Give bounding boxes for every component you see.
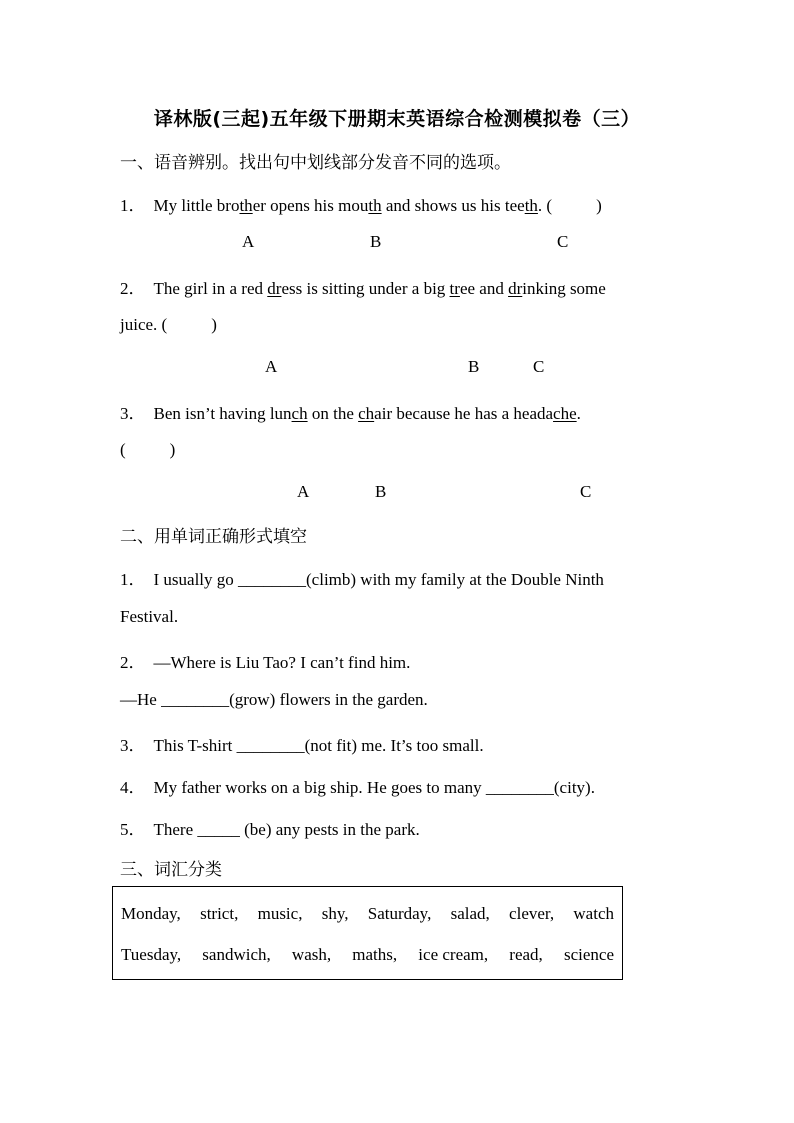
text-segment: Ben isn’t having lun: [153, 404, 292, 423]
question-number: 2．: [120, 279, 146, 298]
underlined-b: ch: [358, 404, 375, 423]
section-1-heading: 一、语音辨别。找出句中划线部分发音不同的选项。: [120, 153, 511, 173]
s2-question-3: [120, 731, 484, 756]
text-segment: The girl in a red: [153, 279, 268, 298]
text-segment: inking some: [522, 279, 606, 298]
word-bank-item: Monday,: [121, 904, 181, 923]
word-bank-box: [112, 886, 623, 980]
question-number: 1．: [120, 570, 146, 589]
option-b: B: [375, 482, 387, 501]
underlined-b: th: [368, 196, 382, 215]
word-bank-item: salad,: [450, 904, 490, 923]
underlined-a: dr: [267, 279, 282, 298]
s1-question-2: [120, 274, 606, 299]
question-text: There _____ (be) any pests in the park.: [153, 820, 420, 839]
underlined-c: dr: [508, 279, 523, 298]
word-bank-item: clever,: [509, 904, 555, 923]
word-bank-item: read,: [509, 945, 543, 964]
s2-question-5: [120, 815, 420, 840]
s1-question-3: [120, 399, 581, 424]
section-2-heading: 二、用单词正确形式填空: [120, 527, 307, 547]
question-text: —Where is Liu Tao? I can’t find him.: [153, 653, 411, 672]
word-bank-item: science: [563, 945, 614, 964]
underlined-a: ch: [291, 404, 308, 423]
paren-open: (: [120, 440, 126, 459]
text-segment: and shows us his tee: [381, 196, 525, 215]
question-number: 1．: [120, 196, 146, 215]
text-segment: ess is sitting under a big: [281, 279, 450, 298]
word-bank-item: strict,: [200, 904, 239, 923]
question-number: 3．: [120, 404, 146, 423]
text-segment: My little bro: [153, 196, 240, 215]
question-number: 5．: [120, 820, 146, 839]
word-bank-item: watch: [573, 904, 614, 923]
text-segment: ee and: [459, 279, 509, 298]
s1-question-1: [120, 191, 602, 216]
s2-question-2: [120, 648, 410, 673]
word-bank-item: shy,: [321, 904, 349, 923]
text-segment: on the: [307, 404, 359, 423]
text-segment: air because he has a heada: [374, 404, 554, 423]
underlined-c: th: [524, 196, 538, 215]
word-bank-row-1: [121, 904, 614, 924]
question-text: This T-shirt ________(not fit) me. It’s too small.: [153, 736, 484, 755]
s2-question-1-line2: Festival.: [120, 607, 179, 626]
text-segment: juice. (: [120, 315, 168, 334]
section-3-heading: 三、词汇分类: [120, 860, 222, 880]
word-bank-item: maths,: [352, 945, 398, 964]
paren-close: ): [211, 315, 217, 334]
s1-question-3-line2: [120, 440, 175, 460]
option-b: B: [370, 232, 382, 251]
word-bank-item: music,: [257, 904, 303, 923]
s2-question-1: [120, 565, 604, 590]
paren-close: ): [596, 196, 602, 215]
question-number: 4．: [120, 778, 146, 797]
word-bank-item: wash,: [291, 945, 332, 964]
text-segment: .: [576, 404, 581, 423]
underlined-b: tr: [449, 279, 460, 298]
option-b: B: [468, 357, 480, 376]
s1-question-2-line2: [120, 315, 217, 335]
question-text: My father works on a big ship. He goes to many ________(city).: [153, 778, 595, 797]
word-bank-item: Saturday,: [367, 904, 432, 923]
question-number: 2．: [120, 653, 146, 672]
text-segment: . (: [537, 196, 553, 215]
question-number: 3．: [120, 736, 146, 755]
paren-close: ): [169, 440, 176, 459]
word-bank-item: ice cream,: [418, 945, 489, 964]
page-title: 译林版(三起)五年级下册期末英语综合检测模拟卷（三）: [153, 108, 641, 130]
option-c: C: [533, 357, 545, 376]
word-bank-item: Tuesday,: [121, 945, 182, 964]
s2-question-2-line2: —He ________(grow) flowers in the garden.: [120, 690, 428, 709]
underlined-c: che: [553, 404, 577, 423]
word-bank-item: sandwich,: [202, 945, 271, 964]
s2-question-4: [120, 773, 595, 798]
option-a: A: [242, 232, 255, 251]
option-a: A: [265, 357, 278, 376]
underlined-a: th: [239, 196, 253, 215]
option-c: C: [580, 482, 592, 501]
question-text: I usually go ________(climb) with my family at the Double Ninth: [153, 570, 604, 589]
word-bank-row-2: [121, 945, 614, 965]
option-c: C: [557, 232, 569, 251]
text-segment: er opens his mou: [252, 196, 369, 215]
option-a: A: [297, 482, 310, 501]
